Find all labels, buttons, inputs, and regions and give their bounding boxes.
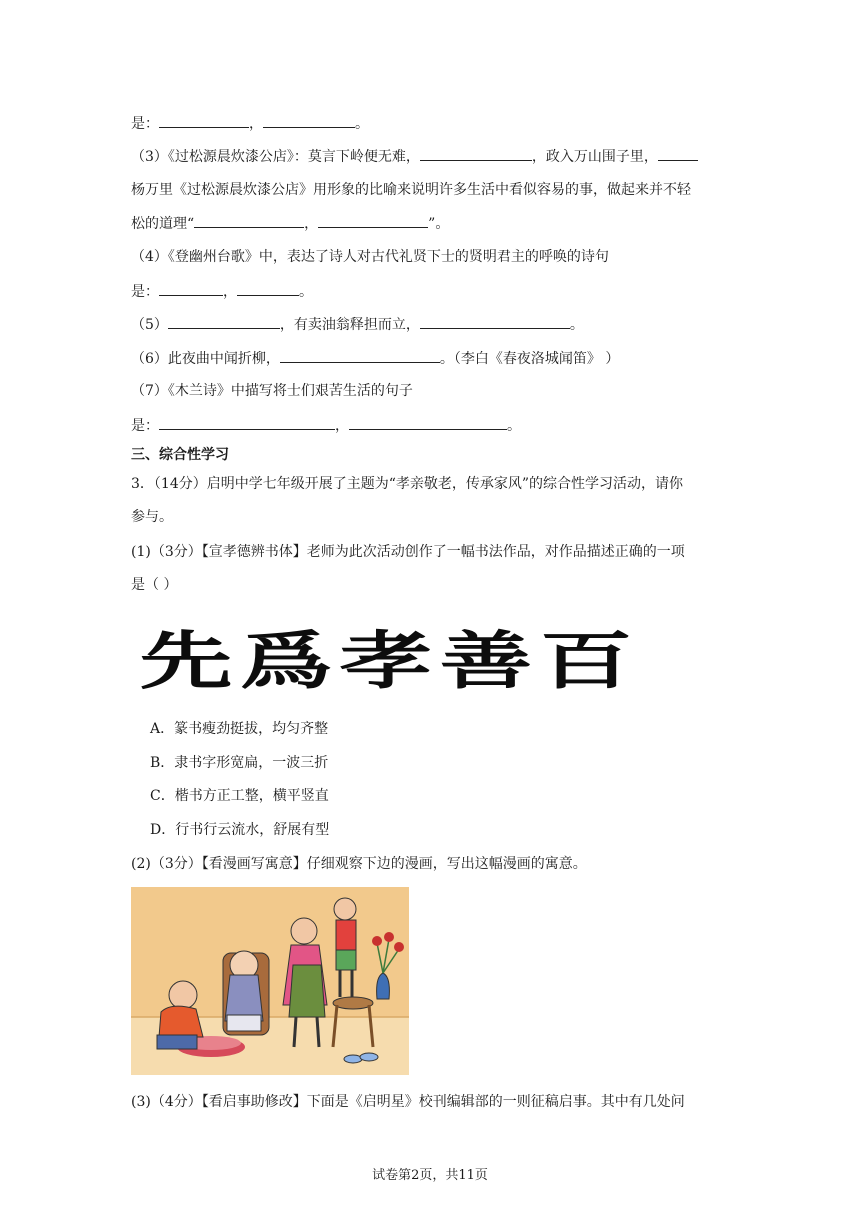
cartoon-illustration (131, 887, 409, 1075)
question-2-3: （3）《过松源晨炊漆公店》：莫言下岭便无难， ，政入万山围子里， (131, 146, 698, 167)
question-3-2: (2)（3分）【看漫画写寓意】仔细观察下边的漫画，写出这幅漫画的寓意。 (131, 856, 587, 872)
question-2-4-answer: 是： ， 。 (131, 281, 313, 302)
question-2-7: （7）《木兰诗》中描写将士们艰苦生活的句子 (131, 383, 413, 399)
answer-blank[interactable] (318, 213, 428, 228)
question-3-1: (1)（3分）【宣孝德辨书体】老师为此次活动创作了一幅书法作品，对作品描述正确的一项 (131, 544, 685, 560)
calligraphy-char: 爲 (239, 624, 333, 698)
question-3-stem-cont: 参与。 (131, 509, 173, 525)
answer-blank[interactable] (168, 314, 280, 329)
answer-line-2-end: 是： ， 。 (131, 113, 369, 134)
calligraphy-char: 先 (139, 624, 233, 698)
option-a[interactable]: A．篆书瘦劲挺拔，均匀齐整 (150, 721, 329, 737)
section-heading: 三、综合性学习 (131, 447, 229, 463)
answer-blank[interactable] (263, 113, 355, 128)
question-2-7-answer: 是： ， 。 (131, 415, 521, 436)
answer-blank[interactable] (420, 314, 570, 329)
question-2-5: （5） ，有卖油翁释担而立， 。 (131, 314, 584, 335)
question-3-stem: 3．（14分）启明中学七年级开展了主题为“孝亲敬老，传承家风”的综合性学习活动，请你 (131, 476, 684, 492)
question-3-3: (3)（4分）【看启事助修改】下面是《启明星》校刊编辑部的一则征稿启事。其中有几处问 (131, 1094, 685, 1110)
answer-blank[interactable] (159, 415, 335, 430)
question-2-6: （6）此夜曲中闻折柳， 。（李白《春夜洛城闻笛》 ） (131, 348, 619, 369)
question-3-1-cont: 是（ ） (131, 577, 178, 593)
answer-blank[interactable] (280, 348, 440, 363)
question-2-3-body: 杨万里《过松源晨炊漆公店》用形象的比喻来说明许多生活中看似容易的事，做起来并不轻 (131, 182, 691, 198)
calligraphy-char: 善 (439, 624, 533, 698)
calligraphy-char: 孝 (339, 624, 433, 698)
answer-blank[interactable] (237, 281, 299, 296)
option-b[interactable]: B．隶书字形宽扁，一波三折 (150, 755, 329, 771)
answer-blank[interactable] (159, 281, 223, 296)
page-footer: 试卷第2页，共11页 (372, 1168, 488, 1183)
calligraphy-char: 百 (539, 624, 633, 698)
calligraphy-image (136, 616, 646, 706)
answer-blank[interactable] (159, 113, 249, 128)
answer-blank[interactable] (658, 146, 698, 161)
question-2-4: （4）《登幽州台歌》中，表达了诗人对古代礼贤下士的贤明君主的呼唤的诗句 (131, 249, 609, 265)
answer-blank[interactable] (349, 415, 507, 430)
option-d[interactable]: D．行书行云流水，舒展有型 (150, 822, 330, 838)
answer-blank[interactable] (420, 146, 532, 161)
question-2-3-answer: 松的道理“ ， ”。 (131, 213, 449, 234)
option-c[interactable]: C．楷书方正工整，横平竖直 (150, 788, 329, 804)
answer-blank[interactable] (194, 213, 304, 228)
